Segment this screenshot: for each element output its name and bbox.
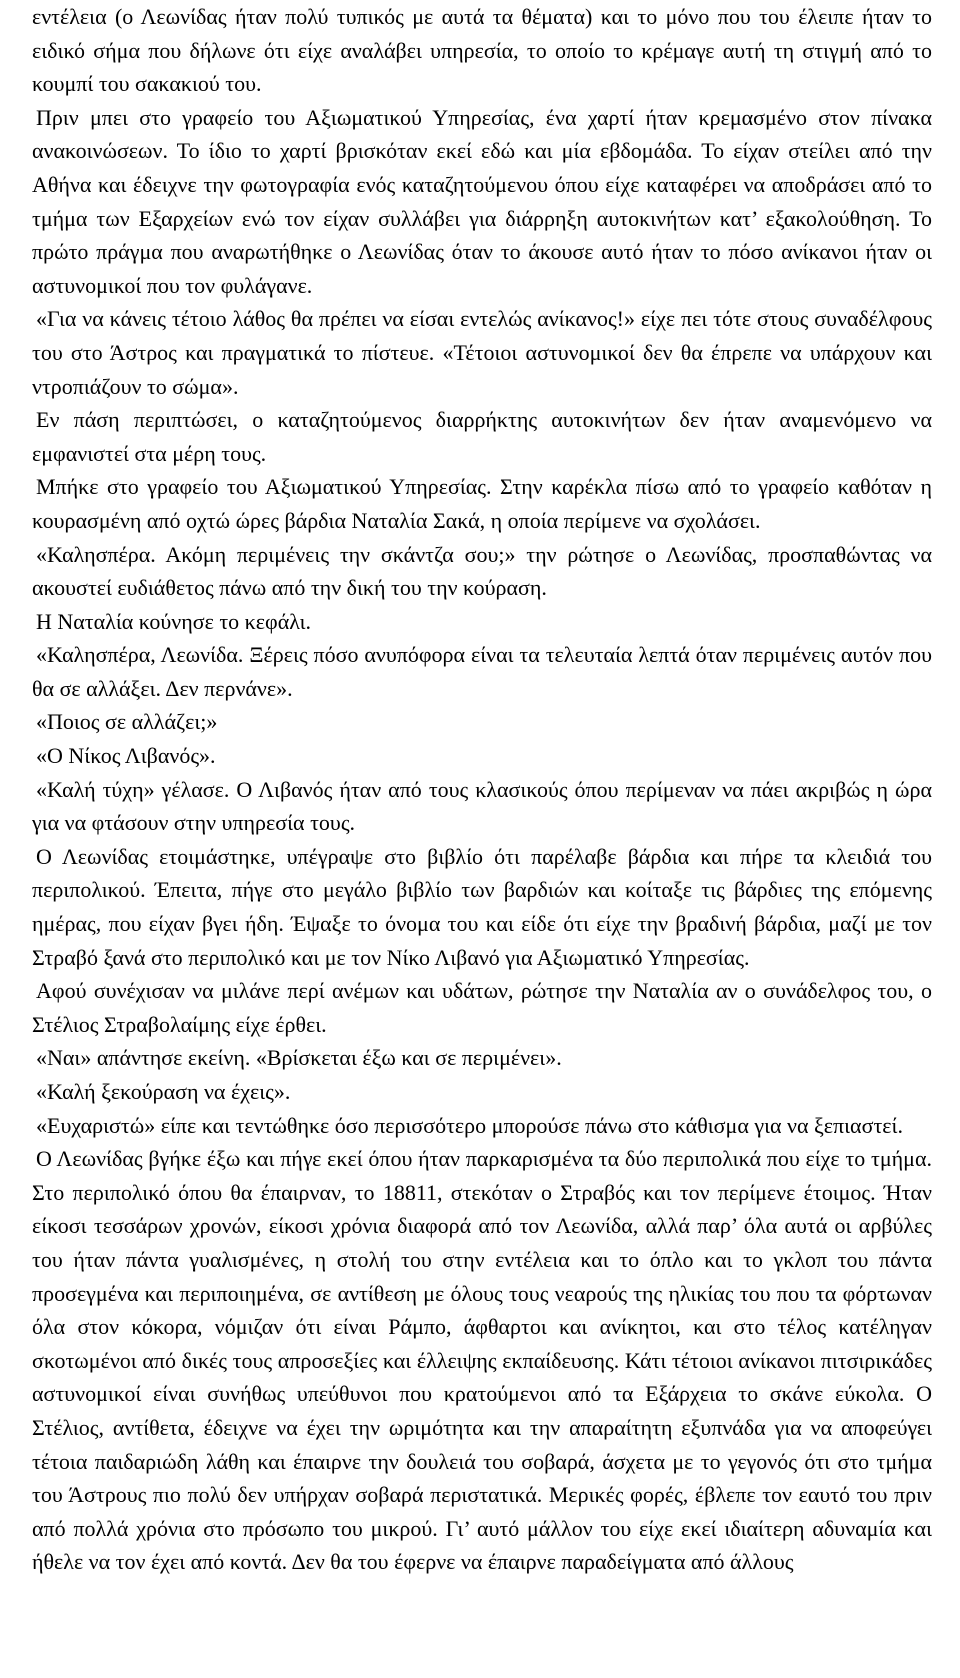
paragraph-10: «Ο Νίκος Λιβανός». xyxy=(36,743,216,769)
paragraph-8: «Καλησπέρα, Λεωνίδα. Ξέρεις πόσο ανυπόφορα είναι τα τελευταία λεπτά όταν περιμένεις αυτόν που θα σε αλλάξει. Δεν περνάνε». xyxy=(32,642,932,701)
paragraph-7: Η Ναταλία κούνησε το κεφάλι. xyxy=(36,608,312,634)
paragraph-12: Ο Λεωνίδας ετοιμάστηκε, υπέγραψε στο βιβλίο ότι παρέλαβε βάρδια και πήρε τα κλειδιά του περιπολικού. Έπειτα, πήγε στο μεγάλο βιβλίο των βαρδιών και κοίταξε τις βάρδιες της επόμενης ημέρας, που είχαν βγει ήδη. Έψαξε το όνομα του και είδε ότι είχε την βραδινή βάρδια, μαζί με τον Στραβό ξανά στο περιπολικό και με τον Νίκο Λιβανό για Αξιωματικό Υπηρεσίας. xyxy=(32,843,932,970)
paragraph-1: εντέλεια (ο Λεωνίδας ήταν πολύ τυπικός με αυτά τα θέματα) και το μόνο που του έλειπε ήταν το ειδικό σήμα που δήλωνε ότι είχε αναλάβει υπηρεσία, το οποίο το κρέμαγε αυτή τη στιγμή από το κουμπί του σακακιού του. xyxy=(32,4,932,97)
paragraph-16: «Ευχαριστώ» είπε και τεντώθηκε όσο περισσότερο μπορούσε πάνω στο κάθισμα για να ξεπιαστεί. xyxy=(36,1112,903,1138)
paragraph-9: «Ποιος σε αλλάζει;» xyxy=(36,709,218,735)
paragraph-2: Πριν μπει στο γραφείο του Αξιωματικού Υπηρεσίας, ένα χαρτί ήταν κρεμασμένο στον πίνακα ανακοινώσεων. Το ίδιο το χαρτί βρισκόταν εκεί εδώ και μία εβδομάδα. Το είχαν στείλει από την Αθήνα και έδειχνε την φωτογραφία ενός καταζητούμενου όπου είχε καταφέρει να αποδράσει από το τμήμα των Εξαρχείων ενώ τον είχαν συλλάβει για διάρρηξη αυτοκινήτων κατ’ εξακολούθηση. Το πρώτο πράγμα που αναρωτήθηκε ο Λεωνίδας όταν το άκουσε αυτό ήταν το πόσο ανίκανοι ήταν οι αστυνομικοί που τον φυλάγανε. xyxy=(32,104,932,298)
paragraph-14: «Ναι» απάντησε εκείνη. «Βρίσκεται έξω και σε περιμένει». xyxy=(36,1045,562,1071)
paragraph-4: Εν πάση περιπτώσει, ο καταζητούμενος διαρρήκτης αυτοκινήτων δεν ήταν αναμενόμενο να εμφανιστεί στα μέρη τους. xyxy=(32,407,932,466)
paragraph-5: Μπήκε στο γραφείο του Αξιωματικού Υπηρεσίας. Στην καρέκλα πίσω από το γραφείο καθόταν η κουρασμένη από οχτώ ώρες βάρδια Ναταλία Σακά, η οποία περίμενε να σχολάσει. xyxy=(32,474,932,533)
paragraph-15: «Καλή ξεκούραση να έχεις». xyxy=(36,1079,291,1104)
paragraph-3: «Για να κάνεις τέτοιο λάθος θα πρέπει να είσαι εντελώς ανίκανος!» είχε πει τότε στους συναδέλφους του στο Άστρος και πραγματικά το πίστευε. «Τέτοιοι αστυνομικοί δεν θα έπρεπε να υπάρχουν και ντροπιάζουν το σώμα». xyxy=(32,306,932,399)
paragraph-11: «Καλή τύχη» γέλασε. Ο Λιβανός ήταν από τους κλασικούς όπου περίμεναν να πάει ακριβώς η ώρα για να φτάσουν στην υπηρεσία τους. xyxy=(32,776,932,836)
document-page xyxy=(32,0,932,1579)
paragraph-6: «Καλησπέρα. Ακόμη περιμένεις την σκάντζα σου;» την ρώτησε ο Λεωνίδας, προσπαθώντας να ακουστεί ευδιάθετος πάνω από την δική του την κούραση. xyxy=(32,541,932,601)
paragraph-17: Ο Λεωνίδας βγήκε έξω και πήγε εκεί όπου ήταν παρκαρισμένα τα δύο περιπολικά που είχε το τμήμα. Στο περιπολικό όπου θα έπαιρναν, το 18811, στεκόταν ο Στραβός και τον περίμενε έτοιμος. Ήταν είκοσι τεσσάρων χρονών, είκοσι χρόνια διαφορά από τον Λεωνίδα, αλλά παρ’ όλα αυτά οι αρβύλες του ήταν πάντα γυαλισμένες, η στολή του στην εντέλεια και το όπλο και το γκλοπ του πάντα προσεγμένα και περιποιημένα, σε αντίθεση με όλους τους νεαρούς της ηλικίας του που τα φόρτωναν όλα στον κόκορα, νόμιζαν ότι είναι Ράμπο, άφθαρτοι και ανίκητοι, και στο τέλος κατέληγαν σκοτωμένοι από δικές τους απροσεξίες και έλλειψης εκπαίδευσης. Κάτι τέτοιοι ανίκανοι πιτσιρικάδες αστυνομικοί είναι συνήθως υπεύθυνοι που κρατούμενοι από τα Εξάρχεια το σκάνε εύκολα. Ο Στέλιος, αντίθετα, έδειχνε να έχει την ωριμότητα και την απαραίτητη εξυπνάδα για να αποφεύγει τέτοια παιδαριώδη λάθη και έπαιρνε την δουλειά του σοβαρά, άσχετα με το γεγονός ότι στο τμήμα του Άστρους πιο πολύ δεν υπήρχαν σοβαρά περιστατικά. Μερικές φορές, έβλεπε τον εαυτό του πριν από πολλά χρόνια στο πρόσωπο του μικρού. Γι’ αυτό μάλλον του είχε εκεί ιδιαίτερη αδυναμία και ήθελε να τον έχει από κοντά. Δεν θα του έφερνε να έπαιρνε παραδείγματα από άλλους xyxy=(32,1146,932,1575)
paragraph-13: Αφού συνέχισαν να μιλάνε περί ανέμων και υδάτων, ρώτησε την Ναταλία αν ο συνάδελφος του, ο Στέλιος Στραβολαίμης είχε έρθει. xyxy=(32,978,932,1037)
